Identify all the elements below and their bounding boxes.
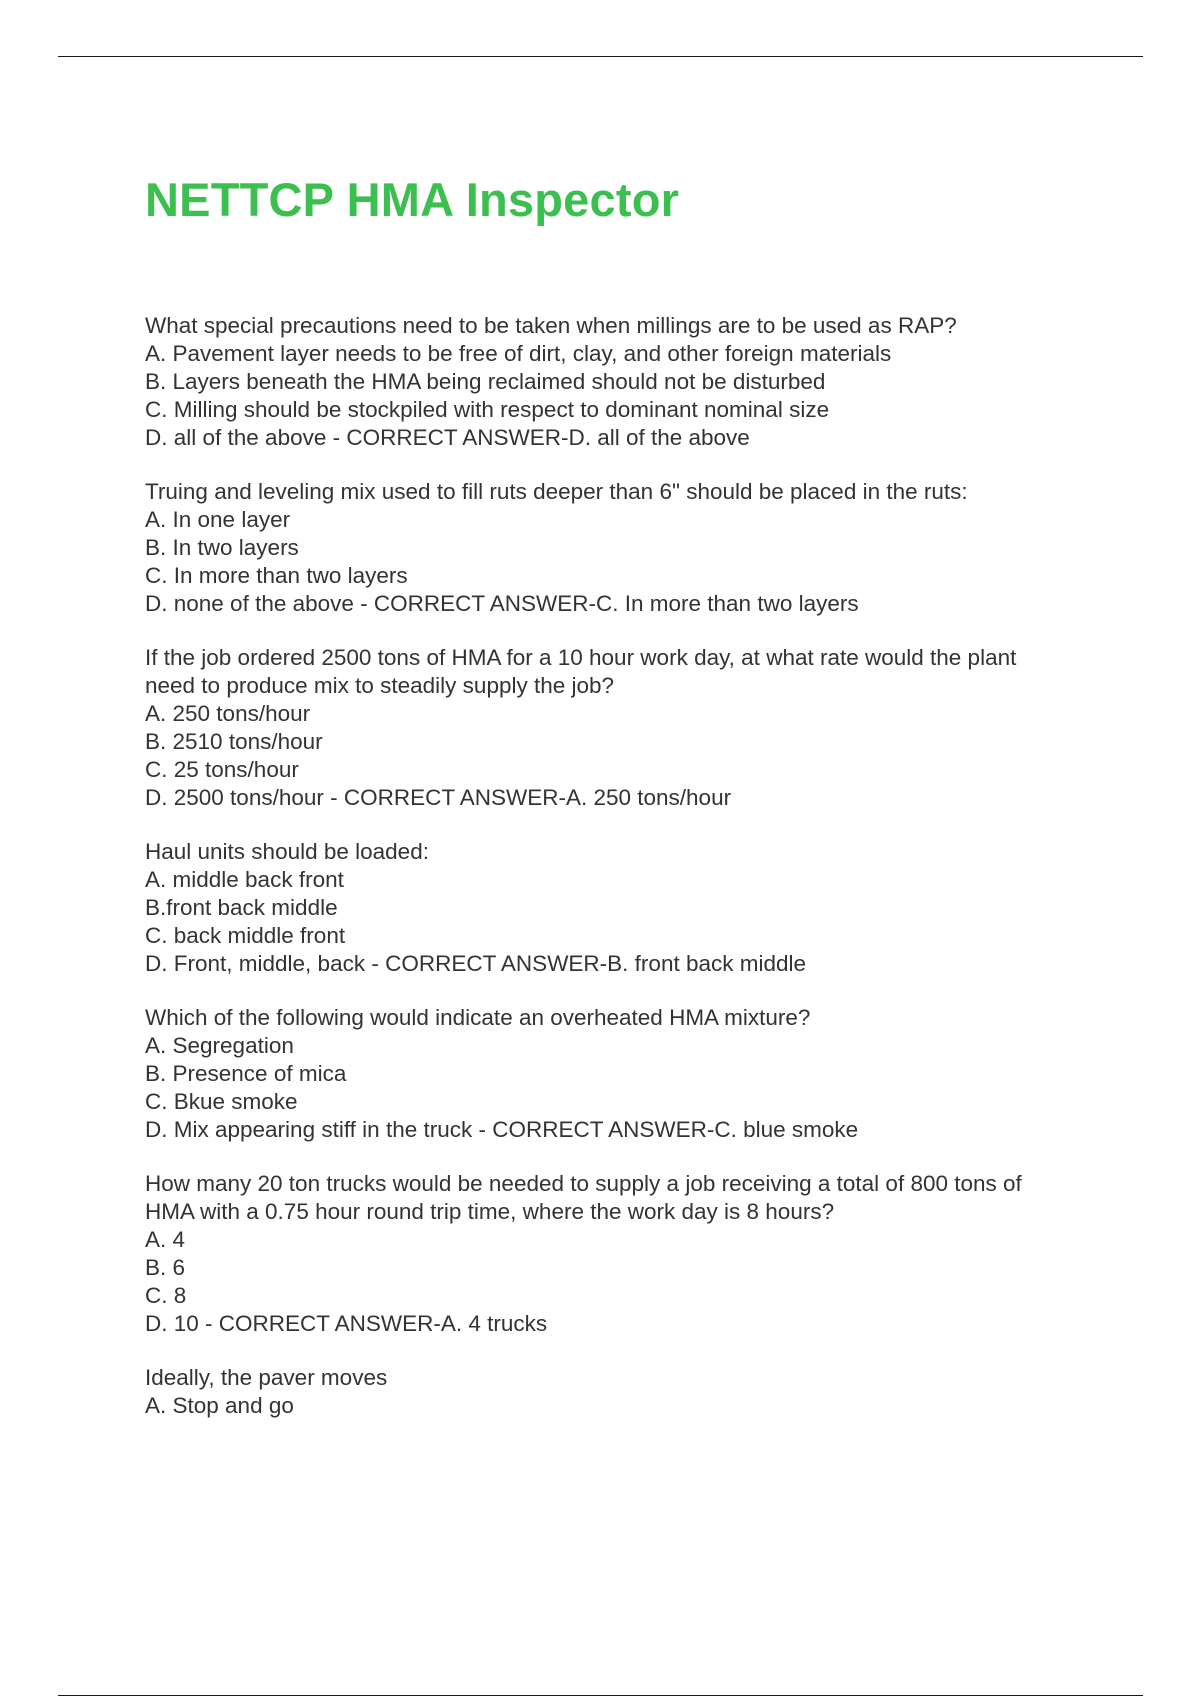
question-text: Which of the following would indicate an overheated HMA mixture? xyxy=(145,1005,811,1030)
question-text: If the job ordered 2500 tons of HMA for a 10 hour work day, at what rate would the plant xyxy=(145,645,1017,670)
question-block xyxy=(145,1364,1095,1420)
answer-option: B. 6 xyxy=(145,1255,186,1280)
answer-option: B. 2510 tons/hour xyxy=(145,729,323,754)
answer-option: C. 8 xyxy=(145,1283,187,1308)
answer-option: B. In two layers xyxy=(145,535,299,560)
question-text: Haul units should be loaded: xyxy=(145,839,429,864)
answer-option: C. In more than two layers xyxy=(145,563,408,588)
question-text: Ideally, the paver moves xyxy=(145,1365,388,1390)
question-text-continued: need to produce mix to steadily supply the job? xyxy=(145,673,615,698)
answer-option: C. Bkue smoke xyxy=(145,1089,298,1114)
answer-option: B. Presence of mica xyxy=(145,1061,347,1086)
answer-option: A. Stop and go xyxy=(145,1393,294,1418)
answer-option: A. In one layer xyxy=(145,507,291,532)
footer-rule xyxy=(58,1695,1143,1696)
question-block xyxy=(145,1170,1095,1338)
answer-option-with-correct-answer: D. Front, middle, back - CORRECT ANSWER-B. front back middle xyxy=(145,951,807,976)
answer-option: A. 4 xyxy=(145,1227,186,1252)
header-rule xyxy=(58,56,1143,57)
question-block xyxy=(145,838,1095,978)
question-block xyxy=(145,312,1095,452)
answer-option: C. 25 tons/hour xyxy=(145,757,299,782)
answer-option-with-correct-answer: D. Mix appearing stiff in the truck - CORRECT ANSWER-C. blue smoke xyxy=(145,1117,859,1142)
document-title: NETTCP HMA Inspector xyxy=(145,173,680,226)
answer-option: A. Segregation xyxy=(145,1033,294,1058)
question-text: Truing and leveling mix used to fill ruts deeper than 6" should be placed in the ruts: xyxy=(145,479,968,504)
answer-option: A. 250 tons/hour xyxy=(145,701,311,726)
answer-option-with-correct-answer: D. 10 - CORRECT ANSWER-A. 4 trucks xyxy=(145,1311,548,1336)
answer-option: A. middle back front xyxy=(145,867,344,892)
question-block xyxy=(145,644,1095,812)
answer-option: C. Milling should be stockpiled with respect to dominant nominal size xyxy=(145,397,830,422)
question-text-continued: HMA with a 0.75 hour round trip time, where the work day is 8 hours? xyxy=(145,1199,835,1224)
question-list xyxy=(145,312,1095,1446)
question-block xyxy=(145,478,1095,618)
answer-option: B. Layers beneath the HMA being reclaimed should not be disturbed xyxy=(145,369,826,394)
answer-option-with-correct-answer: D. 2500 tons/hour - CORRECT ANSWER-A. 250 tons/hour xyxy=(145,785,732,810)
answer-option: A. Pavement layer needs to be free of dirt, clay, and other foreign materials xyxy=(145,341,892,366)
question-text: How many 20 ton trucks would be needed to supply a job receiving a total of 800 tons of xyxy=(145,1171,1022,1196)
question-text: What special precautions need to be taken when millings are to be used as RAP? xyxy=(145,313,957,338)
answer-option: B.front back middle xyxy=(145,895,338,920)
answer-option-with-correct-answer: D. none of the above - CORRECT ANSWER-C. In more than two layers xyxy=(145,591,859,616)
answer-option-with-correct-answer: D. all of the above - CORRECT ANSWER-D. all of the above xyxy=(145,425,750,450)
answer-option: C. back middle front xyxy=(145,923,346,948)
question-block xyxy=(145,1004,1095,1144)
